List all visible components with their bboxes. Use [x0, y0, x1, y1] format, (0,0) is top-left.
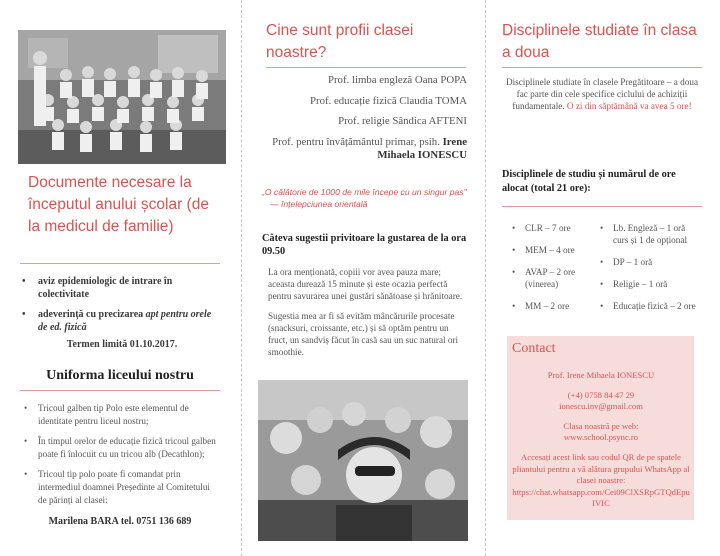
contact-phone-email: [511, 390, 691, 413]
list-item: • MM – 2 ore: [512, 300, 592, 312]
contact-name: Prof. Irene Mihaela IONESCU: [547, 370, 655, 380]
disciplines-title: Disciplinele studiate în clasa a doua: [502, 22, 697, 61]
deadline-text: Termen limită 01.10.2017.: [66, 339, 178, 350]
list-item: • CLR – 7 ore: [512, 222, 592, 234]
contact-email[interactable]: ionescu.inv@gmail.com: [559, 401, 643, 412]
list-item: • Educație fizică – 2 ore: [600, 300, 700, 312]
quote: [262, 187, 467, 210]
fold-line-left: [241, 0, 242, 556]
uniform-contact: Marilena BARA tel. 0751 136 689: [48, 516, 192, 527]
list-item: • DP – 1 oră: [600, 256, 700, 268]
teacher-line: Prof. religie Sândica AFTENI: [338, 115, 467, 127]
teachers-list: [262, 74, 467, 170]
teachers-title: Cine sunt profii clasei noastre?: [266, 22, 414, 61]
uniform-title: Uniforma liceului nostru: [46, 368, 194, 383]
quote-text: „O călătorie de 1000 de mile începe cu un singur pas'': [262, 187, 467, 197]
disciplines-heading: Disciplinele de studiu și numărul de ore alocat (total 21 ore):: [502, 169, 676, 194]
contact-web-link[interactable]: www.school.psync.ro: [563, 432, 639, 443]
quote-author: — înțelepciunea orientală: [270, 198, 368, 209]
contact-title: Contact: [512, 341, 556, 356]
list-item: • În timpul orelor de educație fizică tricoul galben poate fi înlocuit cu un tricou alb (Decathlon);: [24, 435, 220, 460]
whatsapp-link[interactable]: https://chat.whatsapp.com/Cei09ClXSRpGTQdEpu IVIC: [512, 486, 690, 509]
list-item: • MEM – 4 ore: [512, 244, 592, 256]
disciplines-highlight: O zi din săptămână va avea 5 ore!: [566, 101, 692, 111]
contact-whatsapp: Accesați acest link sau codul QR de pe spatele pliantului pentru a vă alătura grupului WhatsApp al clasei noastre: https://chat.whatsapp.com/Cei09ClXSRpGTQdEpu IVIC: [512, 451, 690, 509]
subjects-list-right: [600, 222, 700, 322]
disciplines-divider: [502, 67, 702, 68]
snack-tips-title: Câteva sugestii privitoare la gustarea de la ora 09.50: [262, 233, 467, 257]
disciplines-divider-2: [502, 206, 702, 207]
documents-divider: [20, 263, 220, 264]
subjects-list-left: [512, 222, 592, 322]
contact-body: [511, 370, 691, 518]
documents-title: Documente necesare la începutul anului școlar (de la medicul de familie): [28, 174, 209, 235]
paragraph: La ora menționată, copiii vor avea pauza mare; aceasta durează 15 minute și este ocazia perfectă pentru savurarea unei gustări sănătoase și hrănitoare.: [268, 267, 463, 301]
list-item: • Tricoul galben tip Polo este elementul de identitate pentru liceul nostru;: [24, 402, 220, 427]
fold-line-right: [485, 0, 486, 556]
uniform-list: [24, 402, 220, 514]
list-item: • Tricoul tip polo poate fi comandat prin intermediul doamnei Președinte al Comitetului de părinți al clasei:: [24, 468, 220, 506]
list-item: • Religie – 1 oră: [600, 278, 700, 290]
class-group-photo: [18, 30, 226, 164]
contact-phone[interactable]: (+4) 0758 84 47 29: [567, 389, 635, 400]
contact-web: Clasa noastră pe web: www.school.psync.ro: [563, 420, 639, 443]
list-item: • AVAP – 2 ore (vinerea): [512, 266, 592, 290]
contact-box: [507, 336, 694, 520]
teacher-line-primary: Prof. pentru învățământul primar, psih. Irene Mihaela IONESCU: [272, 135, 467, 161]
class-selfie-photo: [258, 380, 468, 541]
list-item: • Lb. Engleză – 1 oră curs și 1 de opțional: [600, 222, 700, 246]
teacher-line: Prof. limba engleză Oana POPA: [327, 74, 467, 86]
list-item: • adeverință cu precizarea apt pentru orele de ed. fizică: [22, 309, 222, 334]
teacher-line: Prof. educație fizică Claudia TOMA: [309, 94, 467, 107]
snack-tips-text: [268, 266, 466, 366]
list-item: • aviz epidemiologic de intrare în colectivitate: [22, 276, 222, 301]
documents-list: [22, 276, 222, 342]
uniform-divider: [20, 390, 220, 391]
disciplines-intro: Disciplinele studiate în clasele Pregătitoare – a doua fac parte din cele specifice ciclului de achiziții fundamentale. O zi din săptămână va avea 5 ore!: [505, 77, 699, 111]
paragraph: Sugestia mea ar fi să evităm mâncărurile procesate (snacksuri, croissante, etc.) și să optăm pentru un fruct, un sandviș făcut în casă sau un suc natural ori smoothie.: [268, 311, 459, 357]
teachers-divider: [266, 67, 466, 68]
